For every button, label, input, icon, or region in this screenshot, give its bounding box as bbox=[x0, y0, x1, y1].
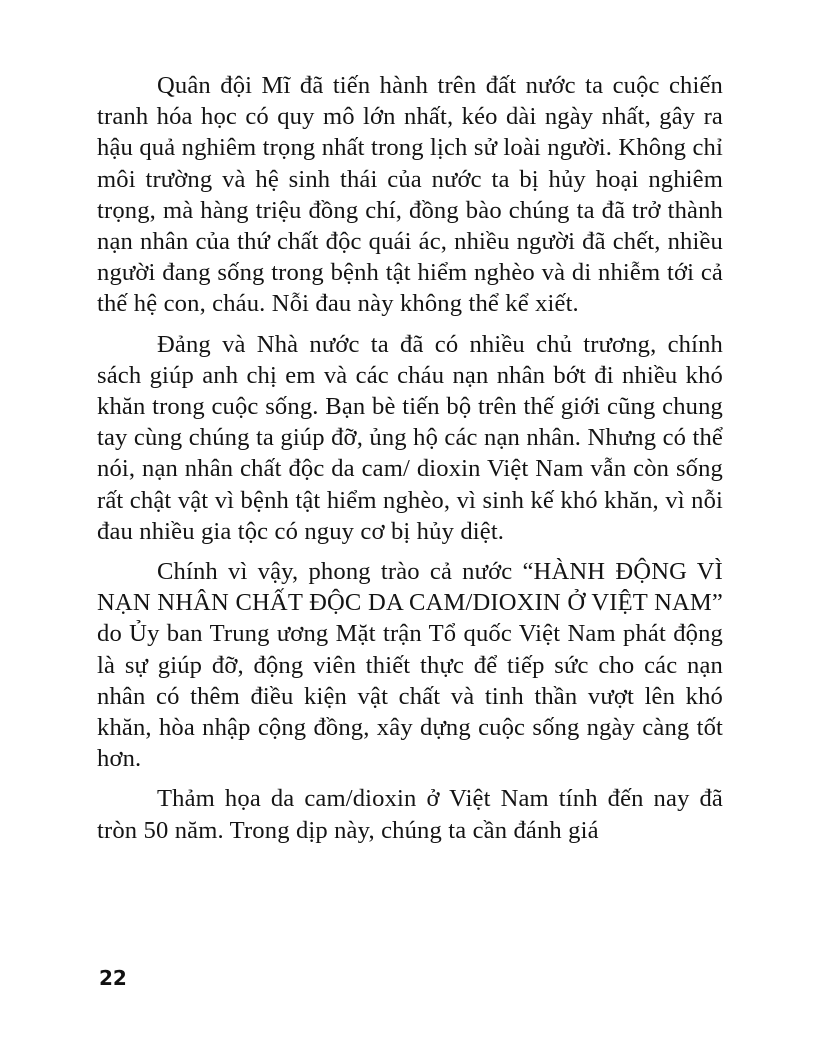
paragraph-3: Chính vì vậy, phong trào cả nước “HÀNH ĐỘNG VÌ NẠN NHÂN CHẤT ĐỘC DA CAM/DIOXIN Ở VIỆT NAM” do Ủy ban Trung ương Mặt trận Tổ quốc Việt Nam phát động là sự giúp đỡ, động viên thiết thực để tiếp sức cho các nạn nhân có thêm điều kiện vật chất và tinh thần vượt lên khó khăn, hòa nhập cộng đồng, xây dựng cuộc sống ngày càng tốt hơn. bbox=[97, 558, 723, 773]
paragraph-2: Đảng và Nhà nước ta đã có nhiều chủ trương, chính sách giúp anh chị em và các cháu nạn nhân bớt đi nhiều khó khăn trong cuộc sống. Bạn bè tiến bộ trên thế giới cũng chung tay cùng chúng ta giúp đỡ, ủng hộ các nạn nhân. Nhưng có thể nói, nạn nhân chất độc da cam/ dioxin Việt Nam vẫn còn sống rất chật vật vì bệnh tật hiểm nghèo, vì sinh kế khó khăn, vì nỗi đau nhiều gia tộc có nguy cơ bị hủy diệt. bbox=[97, 330, 723, 545]
paragraph-1: Quân đội Mĩ đã tiến hành trên đất nước ta cuộc chiến tranh hóa học có quy mô lớn nhất, kéo dài ngày nhất, gây ra hậu quả nghiêm trọng nhất trong lịch sử loài người. Không chỉ môi trường và hệ sinh thái của nước ta bị hủy hoại nghiêm trọng, mà hàng triệu đồng chí, đồng bào chúng ta đã trở thành nạn nhân của thứ chất độc quái ác, nhiều người đã chết, nhiều người đang sống trong bệnh tật hiểm nghèo và di nhiễm tới cả thế hệ con, cháu. Nỗi đau này không thể kể xiết. bbox=[97, 72, 723, 318]
paragraph-4: Thảm họa da cam/dioxin ở Việt Nam tính đến nay đã tròn 50 năm. Trong dịp này, chúng ta cần đánh giá bbox=[97, 785, 723, 844]
page-number: 22 bbox=[99, 966, 127, 990]
page-body bbox=[97, 70, 723, 855]
